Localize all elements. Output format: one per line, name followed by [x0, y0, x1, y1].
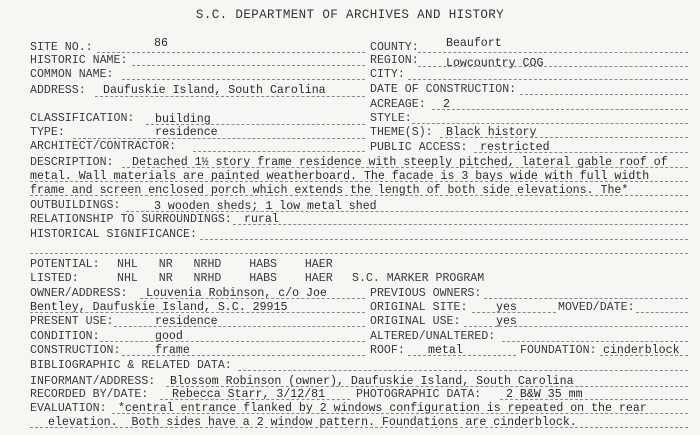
description-rule-3 — [30, 195, 688, 196]
photographic-value: 2 B&W 35 mm — [506, 388, 583, 401]
date-of-construction-line — [520, 94, 688, 95]
historic-name-line — [132, 65, 365, 66]
potential-options: NHL NR NRHD HABS HAER — [117, 258, 333, 271]
region-value: Lowcountry COG — [446, 57, 544, 70]
city-line — [408, 79, 688, 80]
condition-label: CONDITION: — [30, 330, 100, 343]
informant-label: INFORMANT/ADDRESS: — [30, 375, 156, 388]
public-access-label: PUBLIC ACCESS: — [370, 141, 468, 154]
relationship-label: RELATIONSHIP TO SURROUNDINGS: — [30, 213, 232, 226]
description-line-3: frame and screen enclosed porch which extends the length of both side elevations. The* — [30, 184, 629, 197]
type-line — [73, 138, 365, 139]
description-rule-1 — [122, 167, 688, 168]
significance-label: HISTORICAL SIGNIFICANCE: — [30, 228, 197, 241]
acreage-value: 2 — [443, 98, 450, 111]
acreage-line — [432, 109, 688, 110]
common-name-line — [122, 79, 365, 80]
listed-options: NHL NR NRHD HABS HAER — [117, 272, 333, 285]
condition-value: good — [155, 330, 183, 343]
photographic-line — [500, 399, 688, 400]
theme-line — [440, 137, 688, 138]
informant-value: Blossom Robinson (owner), Daufuskie Island, South Carolina — [170, 375, 574, 388]
owner-line-1: Louvenia Robinson, c/o Joe — [146, 287, 327, 300]
county-value: Beaufort — [446, 37, 502, 50]
moved-date-label: MOVED/DATE: — [558, 301, 635, 314]
construction-label: CONSTRUCTION: — [30, 344, 121, 357]
public-access-line — [474, 152, 688, 153]
present-use-value: residence — [155, 315, 218, 328]
relationship-value: rural — [244, 213, 279, 226]
listed-label: LISTED: — [30, 272, 79, 285]
previous-owners-label: PREVIOUS OWNERS: — [370, 287, 482, 300]
roof-line — [408, 355, 516, 356]
previous-owners-line — [484, 298, 688, 299]
recorded-value: Rebecca Starr, 3/12/81 — [172, 388, 326, 401]
photographic-label: PHOTOGRAPHIC DATA: — [356, 388, 482, 401]
original-site-label: ORIGINAL SITE: — [370, 301, 468, 314]
owner-line-2: Bentley, Daufuskie Island, S.C. 29915 — [30, 301, 288, 314]
type-value: residence — [155, 126, 218, 139]
region-line — [418, 66, 688, 67]
description-line-1: Detached 1½ story frame residence with steeply pitched, lateral gable roof of — [132, 156, 668, 169]
description-rule-2 — [30, 181, 688, 182]
construction-line — [122, 355, 365, 356]
common-name-label: COMMON NAME: — [30, 68, 114, 81]
original-site-value: yes — [496, 301, 517, 314]
classification-value: building — [155, 113, 211, 126]
theme-label: THEME(S): — [370, 126, 433, 139]
evaluation-label: EVALUATION: — [30, 402, 107, 415]
construction-value: frame — [155, 344, 190, 357]
classification-line — [146, 124, 365, 125]
informant-line — [166, 386, 688, 387]
classification-label: CLASSIFICATION: — [30, 112, 135, 125]
roof-label: ROOF: — [370, 344, 405, 357]
outbuildings-label: OUTBUILDINGS: — [30, 199, 121, 212]
condition-line — [100, 341, 365, 342]
foundation-label: FOUNDATION: — [520, 344, 597, 357]
marker-program-label: S.C. MARKER PROGRAM — [352, 272, 485, 285]
evaluation-line-1: *central entrance flanked by 2 windows configuration is repeated on the rear — [118, 402, 647, 415]
address-line — [95, 96, 365, 97]
address-label: ADDRESS: — [30, 84, 86, 97]
section-divider — [30, 253, 688, 254]
county-line — [418, 52, 688, 53]
site-no-line — [97, 52, 365, 53]
biblio-line — [238, 370, 688, 371]
original-use-label: ORIGINAL USE: — [370, 315, 461, 328]
foundation-value: cinderblock — [603, 344, 680, 357]
altered-label: ALTERED/UNALTERED: — [370, 330, 496, 343]
type-label: TYPE: — [30, 126, 65, 139]
region-label: REGION: — [370, 54, 419, 67]
roof-value: metal — [428, 344, 463, 357]
evaluation-rule-1 — [112, 413, 688, 414]
moved-date-line — [636, 312, 688, 313]
card-header: S.C. DEPARTMENT OF ARCHIVES AND HISTORY — [195, 8, 505, 22]
theme-value: Black history — [446, 126, 537, 139]
outbuildings-value: 3 wooden sheds; 1 low metal shed — [154, 200, 377, 213]
recorded-line — [160, 399, 350, 400]
architect-label: ARCHITECT/CONTRACTOR: — [30, 140, 177, 153]
style-line — [412, 123, 688, 124]
original-use-line — [464, 326, 688, 327]
relationship-line — [233, 224, 688, 225]
potential-label: POTENTIAL: — [30, 258, 100, 271]
altered-line — [502, 341, 688, 342]
significance-line — [200, 239, 688, 240]
outbuildings-line — [126, 211, 688, 212]
style-label: STYLE: — [370, 112, 412, 125]
evaluation-rule-2 — [30, 427, 688, 428]
foundation-line — [600, 355, 688, 356]
biblio-label: BIBLIOGRAPHIC & RELATED DATA: — [30, 359, 232, 372]
recorded-label: RECORDED BY/DATE: — [30, 388, 149, 401]
county-label: COUNTY: — [370, 41, 419, 54]
historic-name-label: HISTORIC NAME: — [30, 54, 128, 67]
present-use-line — [114, 326, 365, 327]
public-access-value: restricted — [480, 141, 550, 154]
owner-label: OWNER/ADDRESS: — [30, 287, 128, 300]
original-site-line — [472, 312, 556, 313]
description-label: DESCRIPTION: — [30, 156, 114, 169]
evaluation-line-2: elevation. Both sides have a 2 window pattern. Foundations are cinderblock. — [48, 416, 577, 429]
address-value: Daufuskie Island, South Carolina — [103, 84, 326, 97]
architect-line — [193, 151, 365, 152]
owner-rule-1 — [140, 298, 365, 299]
acreage-label: ACREAGE: — [370, 98, 426, 111]
owner-rule-2 — [30, 312, 365, 313]
city-label: CITY: — [370, 68, 405, 81]
present-use-label: PRESENT USE: — [30, 315, 114, 328]
description-line-2: metal. Wall materials are painted weatherboard. The facade is 3 bays wide with full width — [30, 170, 650, 183]
site-no-label: SITE NO.: — [30, 41, 93, 54]
date-of-construction-label: DATE OF CONSTRUCTION: — [370, 83, 517, 96]
site-no-value: 86 — [154, 37, 168, 50]
original-use-value: yes — [496, 315, 517, 328]
